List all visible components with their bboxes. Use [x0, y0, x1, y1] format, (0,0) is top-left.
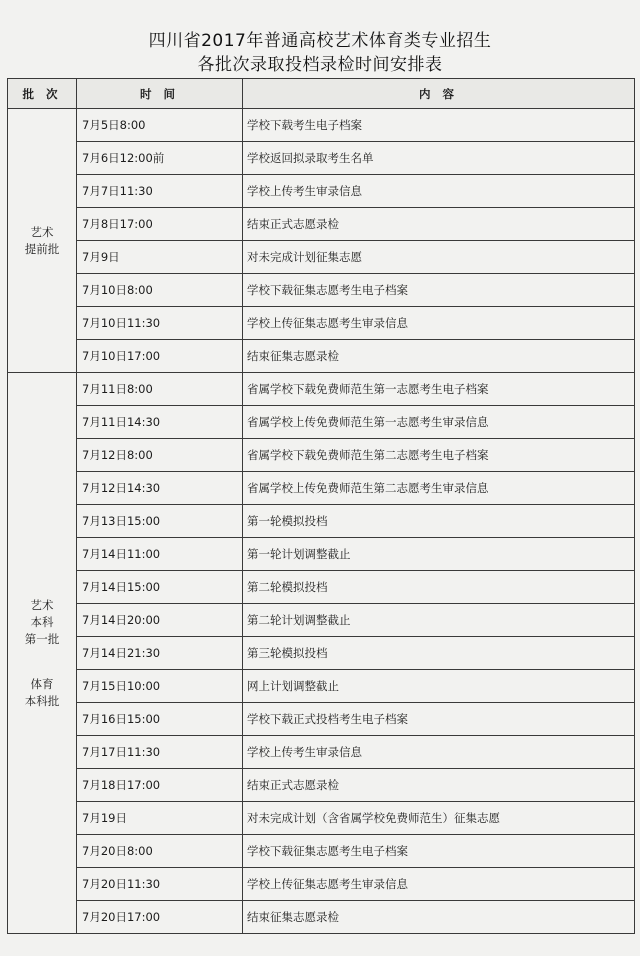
table-row — [8, 868, 635, 901]
time-cell: 7月6日12:00前 — [77, 142, 243, 175]
table-row — [8, 109, 635, 142]
table-row — [8, 571, 635, 604]
batch-cell — [8, 109, 77, 373]
table-row — [8, 406, 635, 439]
time-cell: 7月14日11:00 — [77, 538, 243, 571]
time-cell: 7月9日 — [77, 241, 243, 274]
batch-cell — [8, 373, 77, 934]
content-cell: 结束征集志愿录检 — [243, 901, 635, 934]
content-cell: 第二轮模拟投档 — [243, 571, 635, 604]
content-cell: 学校返回拟录取考生名单 — [243, 142, 635, 175]
table-row — [8, 637, 635, 670]
table-row — [8, 802, 635, 835]
content-cell: 对未完成计划征集志愿 — [243, 241, 635, 274]
schedule-table — [7, 78, 635, 934]
content-cell: 第二轮计划调整截止 — [243, 604, 635, 637]
content-cell: 第一轮计划调整截止 — [243, 538, 635, 571]
content-cell: 学校上传考生审录信息 — [243, 736, 635, 769]
header-batch: 批 次 — [8, 79, 77, 109]
table-row — [8, 736, 635, 769]
table-row — [8, 835, 635, 868]
table-row — [8, 769, 635, 802]
content-cell: 结束正式志愿录检 — [243, 208, 635, 241]
table-row — [8, 901, 635, 934]
header-row — [8, 79, 635, 109]
time-cell: 7月11日14:30 — [77, 406, 243, 439]
header-time: 时 间 — [77, 79, 243, 109]
time-cell: 7月10日8:00 — [77, 274, 243, 307]
time-cell: 7月19日 — [77, 802, 243, 835]
content-cell: 学校下载征集志愿考生电子档案 — [243, 835, 635, 868]
time-cell: 7月10日17:00 — [77, 340, 243, 373]
content-cell: 省属学校下载免费师范生第二志愿考生电子档案 — [243, 439, 635, 472]
batch-label: 体育 — [30, 676, 54, 691]
batch-label: 第一批 — [24, 631, 60, 646]
time-cell: 7月11日8:00 — [77, 373, 243, 406]
time-cell: 7月14日21:30 — [77, 637, 243, 670]
table-row — [8, 175, 635, 208]
table-row — [8, 505, 635, 538]
table-row — [8, 373, 635, 406]
document-subtitle: 各批次录取投档录检时间安排表 — [197, 55, 443, 75]
time-cell: 7月7日11:30 — [77, 175, 243, 208]
content-cell: 结束正式志愿录检 — [243, 769, 635, 802]
time-cell: 7月14日20:00 — [77, 604, 243, 637]
table-row — [8, 670, 635, 703]
content-cell: 学校上传征集志愿考生审录信息 — [243, 868, 635, 901]
table-row — [8, 208, 635, 241]
header-content: 内 容 — [243, 79, 635, 109]
time-cell: 7月12日8:00 — [77, 439, 243, 472]
batch-label: 艺术 — [30, 224, 54, 239]
table-row — [8, 439, 635, 472]
time-cell: 7月15日10:00 — [77, 670, 243, 703]
document-title: 四川省2017年普通高校艺术体育类专业招生 — [148, 31, 492, 51]
time-cell: 7月20日11:30 — [77, 868, 243, 901]
time-cell: 7月14日15:00 — [77, 571, 243, 604]
content-cell: 学校上传考生审录信息 — [243, 175, 635, 208]
time-cell: 7月18日17:00 — [77, 769, 243, 802]
content-cell: 网上计划调整截止 — [243, 670, 635, 703]
time-cell: 7月16日15:00 — [77, 703, 243, 736]
table-row — [8, 307, 635, 340]
content-cell: 第一轮模拟投档 — [243, 505, 635, 538]
time-cell: 7月17日11:30 — [77, 736, 243, 769]
table-row — [8, 703, 635, 736]
batch-label: 本科 — [30, 614, 54, 629]
content-cell: 对未完成计划（含省属学校免费师范生）征集志愿 — [243, 802, 635, 835]
content-cell: 结束征集志愿录检 — [243, 340, 635, 373]
content-cell: 省属学校下载免费师范生第一志愿考生电子档案 — [243, 373, 635, 406]
content-cell: 学校下载征集志愿考生电子档案 — [243, 274, 635, 307]
time-cell: 7月5日8:00 — [77, 109, 243, 142]
time-cell: 7月13日15:00 — [77, 505, 243, 538]
table-row — [8, 274, 635, 307]
schedule-body — [8, 109, 635, 934]
table-row — [8, 241, 635, 274]
table-row — [8, 340, 635, 373]
time-cell: 7月20日8:00 — [77, 835, 243, 868]
batch-label: 提前批 — [24, 241, 60, 256]
batch-spacer — [8, 648, 76, 676]
table-row — [8, 142, 635, 175]
batch-label: 本科批 — [24, 693, 60, 708]
content-cell: 第三轮模拟投档 — [243, 637, 635, 670]
batch-label: 艺术 — [30, 597, 54, 612]
content-cell: 省属学校上传免费师范生第一志愿考生审录信息 — [243, 406, 635, 439]
content-cell: 学校下载考生电子档案 — [243, 109, 635, 142]
content-cell: 学校上传征集志愿考生审录信息 — [243, 307, 635, 340]
time-cell: 7月12日14:30 — [77, 472, 243, 505]
table-row — [8, 472, 635, 505]
table-row — [8, 538, 635, 571]
time-cell: 7月10日11:30 — [77, 307, 243, 340]
table-row — [8, 604, 635, 637]
time-cell: 7月20日17:00 — [77, 901, 243, 934]
content-cell: 省属学校上传免费师范生第二志愿考生审录信息 — [243, 472, 635, 505]
content-cell: 学校下载正式投档考生电子档案 — [243, 703, 635, 736]
time-cell: 7月8日17:00 — [77, 208, 243, 241]
